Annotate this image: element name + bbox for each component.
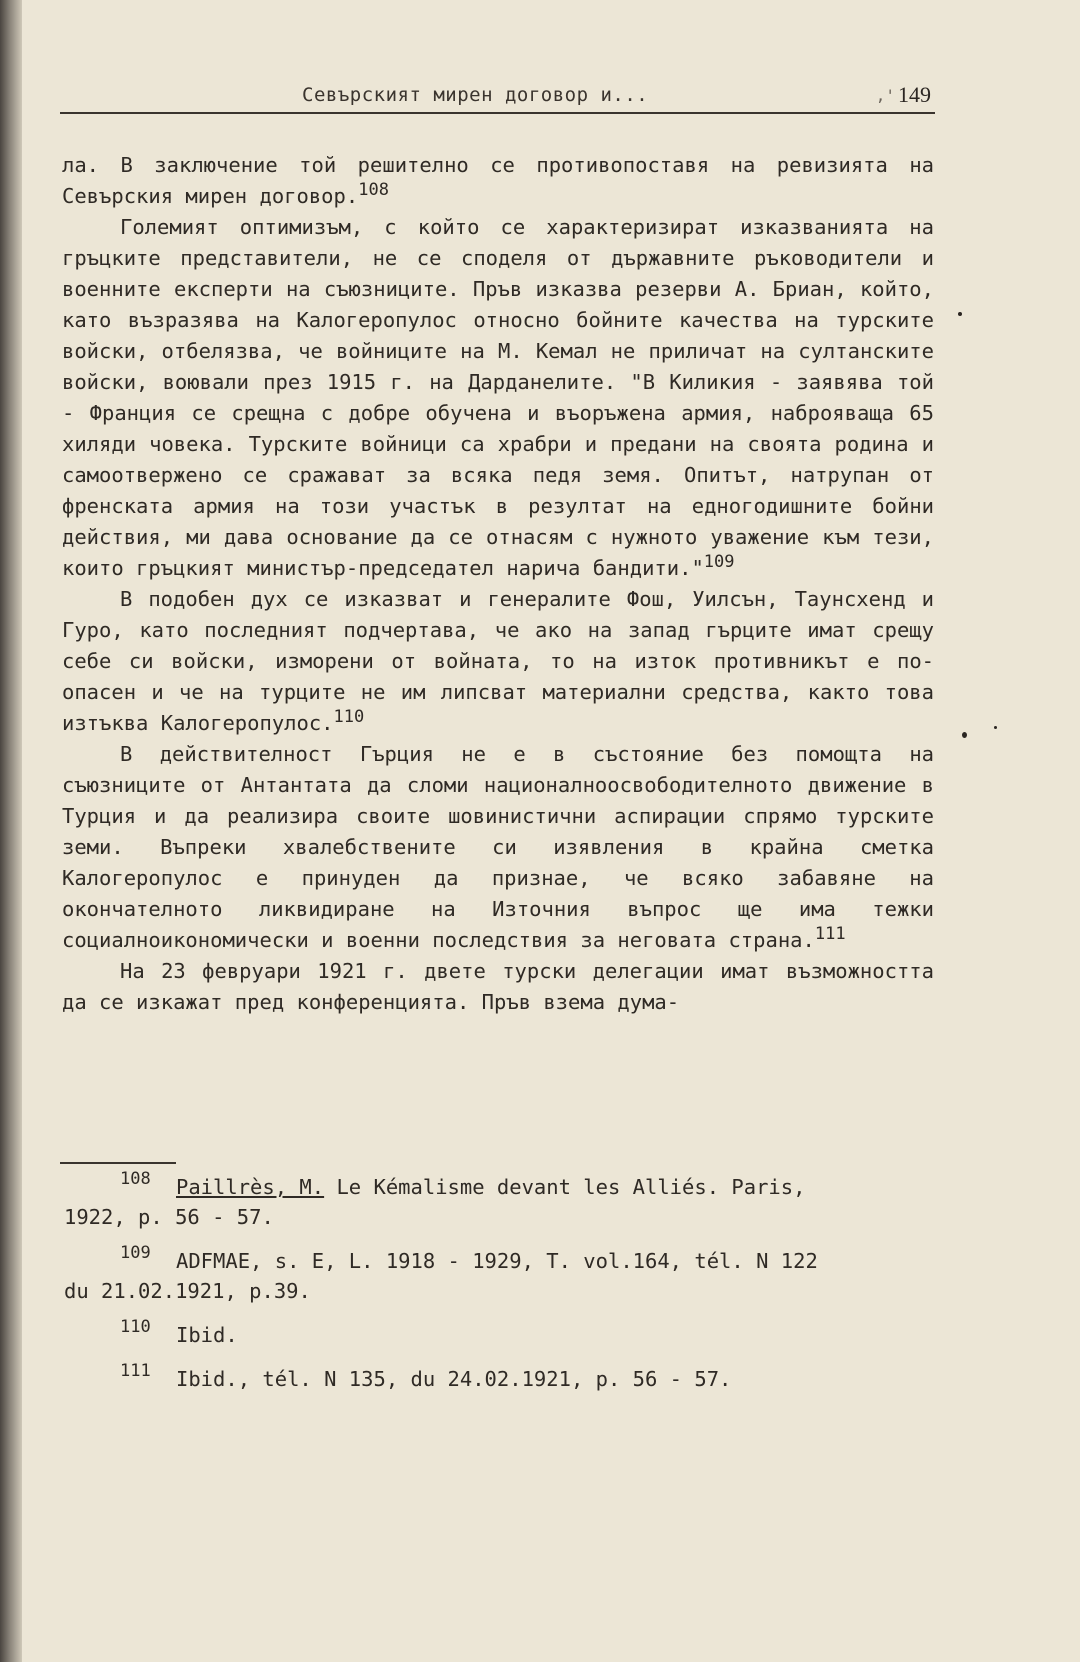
paragraph: ла. В заключение той решително се противопоставя на ревизията на Севърския мирен договор.$^{108}$ [62, 153, 934, 208]
running-title: Севърският мирен договор и... [302, 84, 649, 106]
footnote: 111 Ibid., tél. N 135, du 24.02.1921, p. 56 - 57. [120, 1361, 732, 1391]
footnote-continuation: 1922, p. 56 - 57. [64, 1205, 274, 1229]
paragraph: В действителност Гърция не е в състояние без помощта на съюзниците от Антантата да сломи националноосвободителното движение в Турция и да реализира своите шовинистични аспирации спрямо турските земи. Въпреки хвалебствените си изявления в крайна сметка Калогеропулос е принуден да признае, че всяко забавяне на окончателното ликвидиране на Източния въпрос ще има тежки социалноикономически и военни последствия за неговата страна.$^{111}$ [62, 742, 934, 952]
footnote-text: Ibid. [176, 1323, 238, 1347]
footnote-divider [60, 1162, 176, 1164]
body-text [62, 150, 934, 1018]
footnote-text: Ibid., tél. N 135, du 24.02.1921, p. 56 - 57. [176, 1367, 732, 1391]
paragraph: В подобен дух се изказват и генералите Фош, Уилсън, Таунсхенд и Гуро, като последният подчертава, че ако на запад гърците имат срещу себе си войски, изморени от войната, то на изток противникът е по-опасен и че на турците не им липсват материални средства, както това изтъква Калогеропулос.$^{110}$ [62, 587, 934, 735]
footnote-text: Le Kémalisme devant les Alliés. Paris, [324, 1175, 806, 1199]
footnote: 110 Ibid. [120, 1317, 238, 1347]
paper-speck [994, 726, 997, 729]
footnote-ref: 110 [333, 707, 365, 727]
footnote: 109 ADFMAE, s. E, L. 1918 - 1929, T. vol.164, tél. N 122 du 21.02.1921, p.39. [64, 1246, 934, 1306]
paragraph: На 23 февруари 1921 г. двете турски делегации имат възможността да се изкажат пред конференцията. Пръв взема дума- [62, 959, 934, 1014]
footnote-ref: 109 [703, 552, 735, 572]
book-binding-shadow [0, 0, 22, 1662]
paragraph: Големият оптимизъм, с който се характеризират изказванията на гръцките представители, не се споделя от държавните ръководители и военните експерти на съюзниците. Пръв изказва резерви А. Бриан, който, като възразява на Калогеропулос относно бойните качества на турските войски, отбелязва, че войниците на М. Кемал не приличат на султанските войски, воювали през 1915 г. на Дарданелите. "В Киликия - заявява той - Франция се срещна с добре обучена и въоръжена армия, наброяваща 65 хиляди човека. Турските войници са храбри и предани на своята родина и самоотвержено се сражават за всяка педя земя. Опитът, натрупан от френската армия на този участък в резултат на едногодишните бойни действия, ми дава основание да се отнасям с нужното уважение към тези, които гръцкият министър-председател нарича бандити."$^{109}$ [62, 215, 934, 580]
page-header [60, 80, 935, 114]
footnote-ref: 108 [358, 180, 389, 200]
page-number: 149 [898, 82, 931, 107]
footnotes [64, 1169, 934, 1408]
footnote-ref: 111 [814, 924, 846, 944]
footnote-text: ADFMAE, s. E, L. 1918 - 1929, T. vol.164, tél. N 122 [176, 1249, 818, 1273]
paper-speck [958, 312, 962, 316]
header-mark: ,' [875, 86, 895, 105]
paper-speck [962, 732, 967, 738]
footnote: 108 Paillrès, M. Le Kémalisme devant les Alliés. Paris, 1922, p. 56 - 57. [64, 1172, 934, 1232]
footnote-author: Paillrès, M. [176, 1175, 325, 1199]
footnote-continuation: du 21.02.1921, p.39. [64, 1279, 311, 1303]
